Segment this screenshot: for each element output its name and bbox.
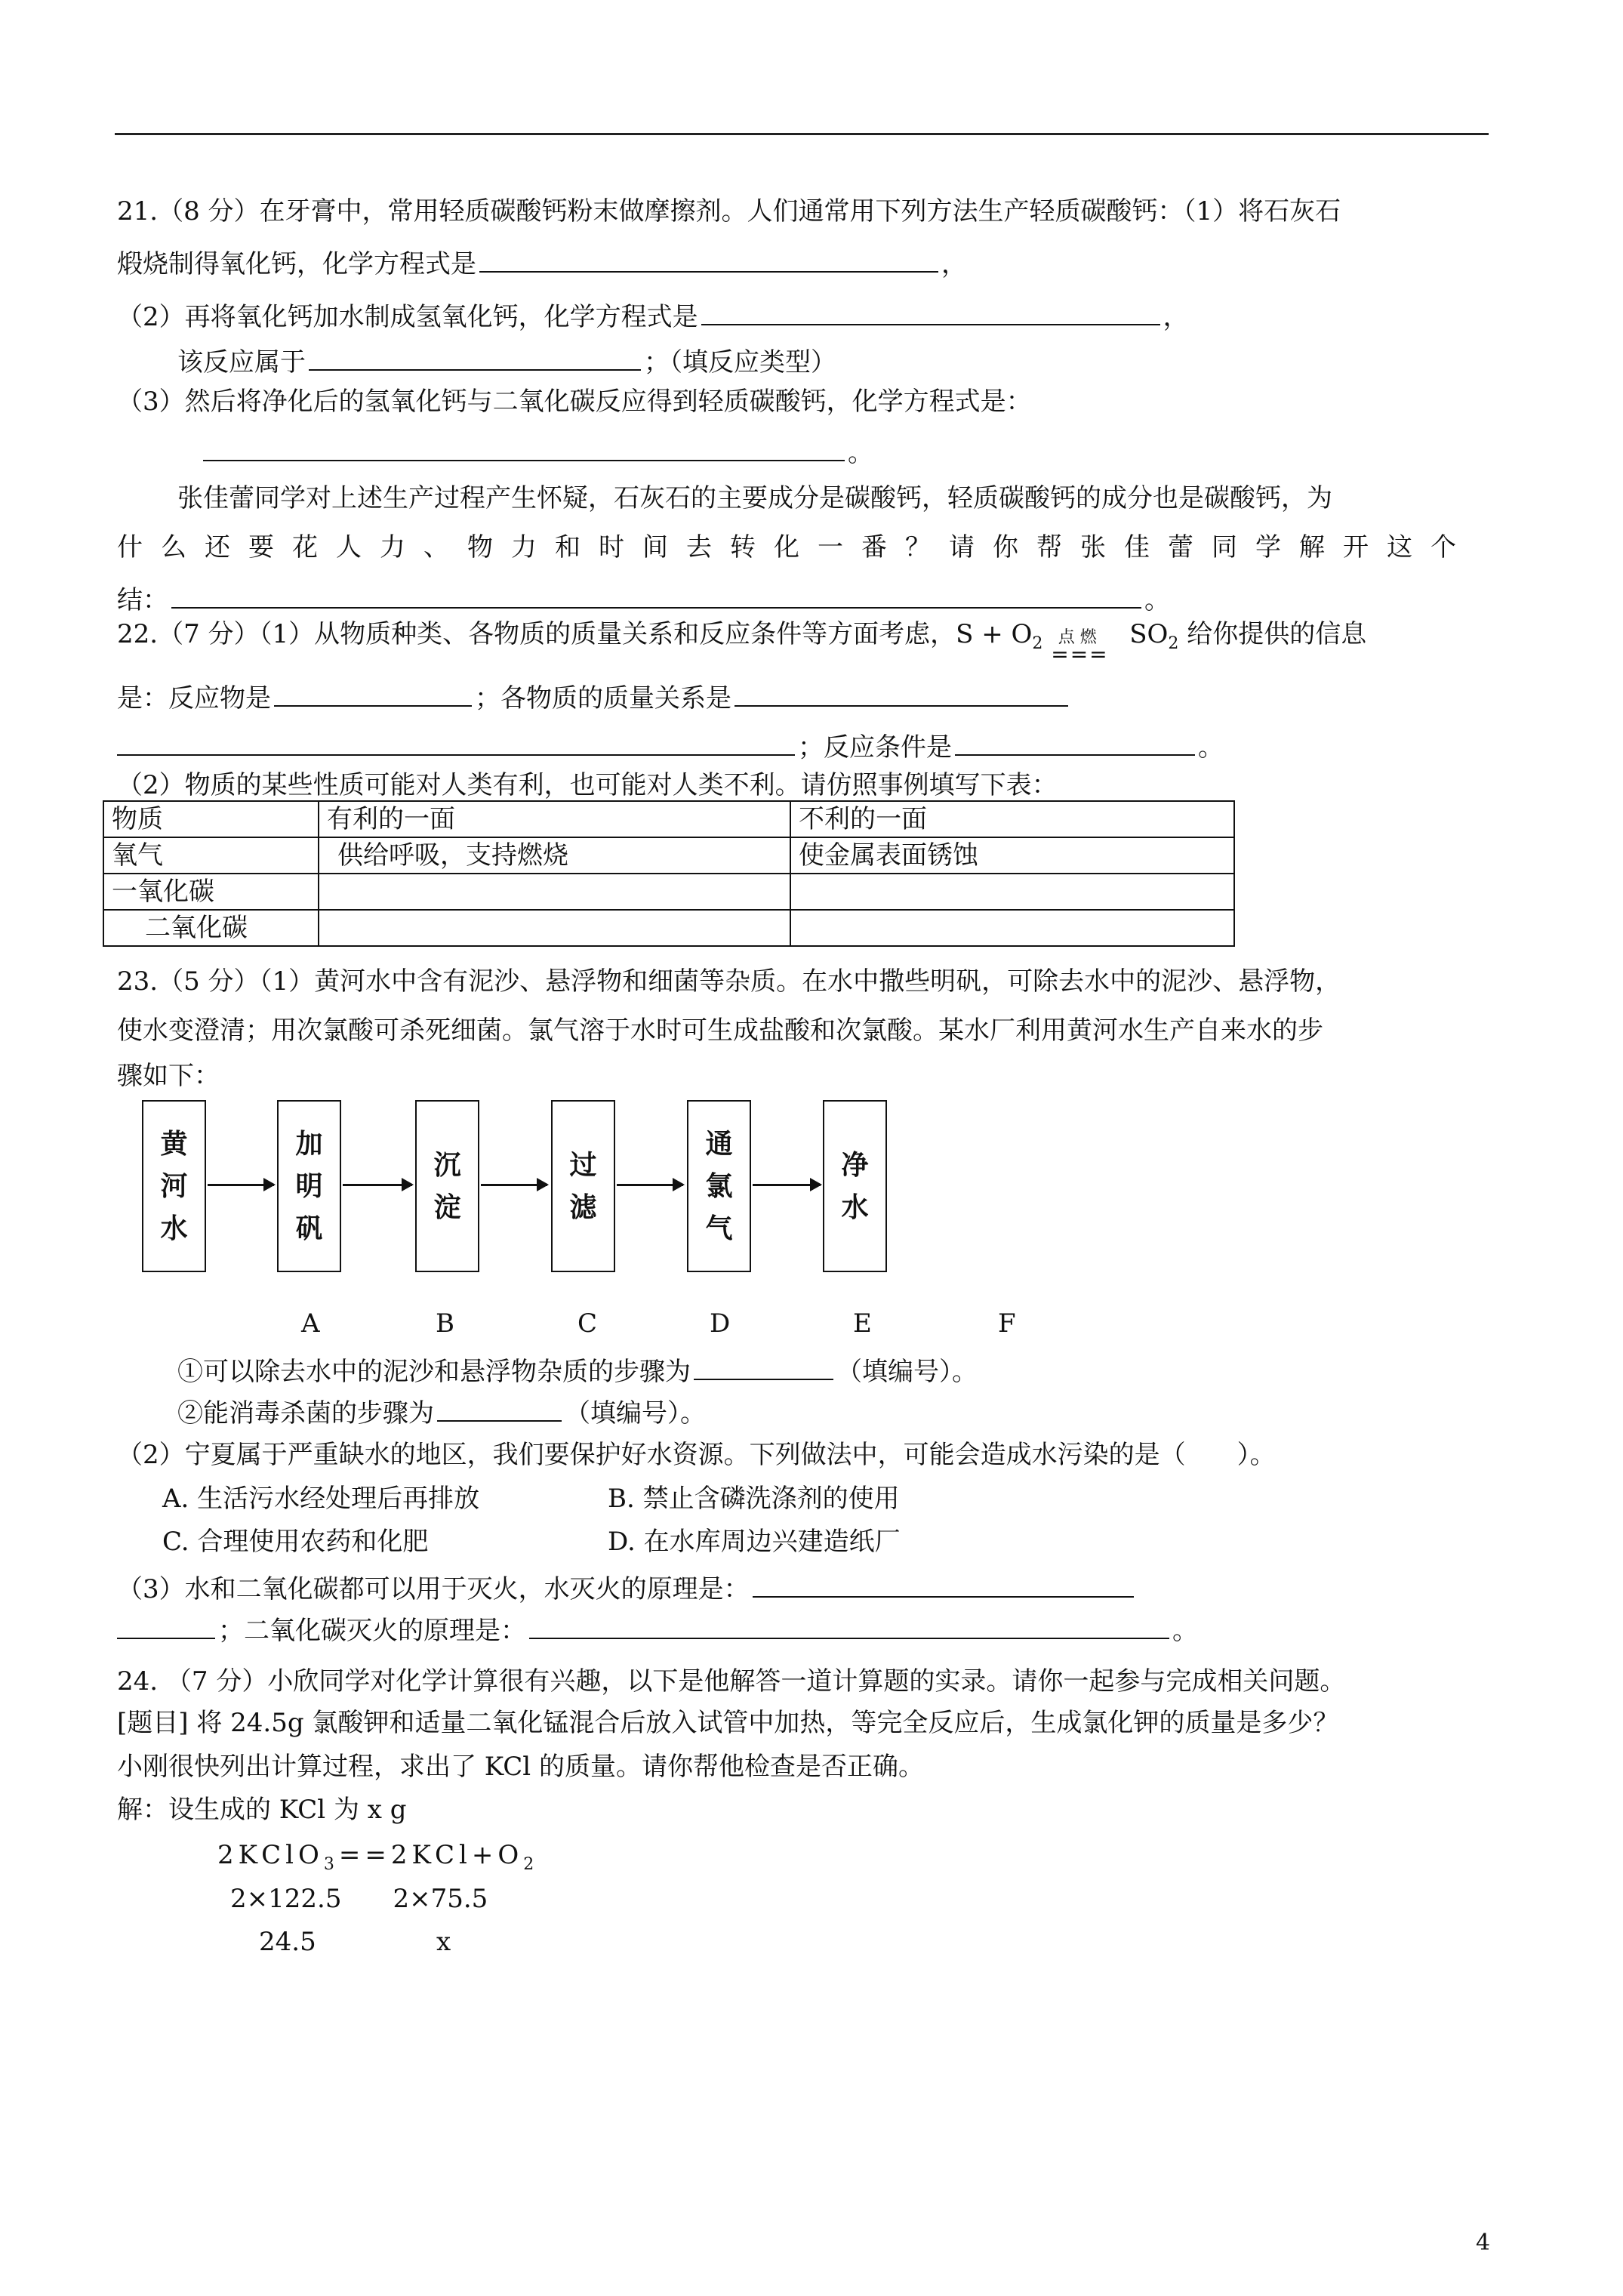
q24-line3: 小刚很快列出计算过程，求出了 KCl 的质量。请你帮他检查是否正确。 xyxy=(117,1752,924,1782)
q22-line3: ；反应条件是 。 xyxy=(117,727,1224,764)
answer-blank[interactable] xyxy=(274,678,472,707)
q23-part3: （3）水和二氧化碳都可以用于灭火，水灭火的原理是： xyxy=(117,1569,1137,1606)
table-cell-blank[interactable] xyxy=(790,910,1234,946)
table-header-cell: 物质 xyxy=(103,801,319,837)
flow-step-filtration: 过 滤 xyxy=(551,1100,615,1272)
answer-blank[interactable] xyxy=(701,297,1160,325)
table-cell: 一氧化碳 xyxy=(103,874,319,910)
flow-step-yellow-river-water: 黄 河 水 xyxy=(142,1100,206,1272)
answer-blank[interactable] xyxy=(479,244,938,273)
q22-line1: 22.（7 分）（1）从物质种类、各物质的质量关系和反应条件等方面考虑，$S + O_2$ 点 燃 === $SO_2$ 给你提供的信息 xyxy=(117,619,1367,667)
step-label: A xyxy=(301,1308,320,1339)
q24-line1: 24. （7 分）小欣同学对化学计算很有兴趣，以下是他解答一道计算题的实录。请你一起参与完成相关问题。 xyxy=(117,1666,1346,1697)
flow-step-chlorination: 通 氯 气 xyxy=(687,1100,751,1272)
q24-molar-masses: 2×122.5 2×75.5 xyxy=(230,1884,488,1914)
q24-line2: [题目] 将 24.5g 氯酸钾和适量二氧化锰混合后放入试管中加热，等完全反应后，生成氯化钾的质量是多少？ xyxy=(117,1708,1339,1738)
q23-part2: （2）宁夏属于严重缺水的地区，我们要保护好水资源。下列做法中，可能会造成水污染的是（ ）。 xyxy=(117,1440,1276,1470)
flow-step-add-alum: 加 明 矾 xyxy=(277,1100,341,1272)
header-rule xyxy=(115,133,1489,135)
answer-blank[interactable] xyxy=(309,342,641,371)
step-label: F xyxy=(998,1308,1016,1339)
table-header-cell: 有利的一面 xyxy=(319,801,790,837)
table-cell: 二氧化碳 xyxy=(103,910,319,946)
answer-blank[interactable] xyxy=(694,1351,833,1380)
flow-arrow xyxy=(343,1184,412,1186)
q21-line6: 。 xyxy=(200,433,873,470)
q23-part3b: ；二氧化碳灭火的原理是： 。 xyxy=(117,1610,1198,1647)
answer-blank[interactable] xyxy=(437,1393,562,1422)
table-cell-blank[interactable] xyxy=(319,874,790,910)
option-d: D. 在水库周边兴建造纸厂 xyxy=(608,1527,901,1557)
table-cell-blank[interactable] xyxy=(319,910,790,946)
flow-step-sedimentation: 沉 淀 xyxy=(415,1100,479,1272)
q21-line9: 结： 。 xyxy=(117,580,1170,617)
answer-blank[interactable] xyxy=(171,580,1141,609)
answer-blank[interactable] xyxy=(529,1610,1169,1639)
q21-line3: （2）再将氧化钙加水制成氢氧化钙，化学方程式是 ， xyxy=(117,297,1189,334)
q21-line5: （3）然后将净化后的氢氧化钙与二氧化碳反应得到轻质碳酸钙，化学方程式是： xyxy=(117,387,1032,417)
q21-line8: 什么还要花人力、物力和时间去转化一番？请你帮张佳蕾同学解开这个 xyxy=(117,532,1474,562)
flow-arrow xyxy=(617,1184,683,1186)
table-cell-blank[interactable] xyxy=(790,874,1234,910)
q23-sub2: ②能消毒杀菌的步骤为 （填编号）。 xyxy=(177,1393,706,1430)
answer-blank[interactable] xyxy=(117,727,795,756)
q21-line2: 煅烧制得氧化钙，化学方程式是 ， xyxy=(117,244,967,281)
q23-sub1: ①可以除去水中的泥沙和悬浮物杂质的步骤为 （填编号）。 xyxy=(177,1351,978,1388)
flow-arrow xyxy=(208,1184,274,1186)
q24-line4: 解：设生成的 KCl 为 x g xyxy=(117,1795,407,1825)
answer-blank[interactable] xyxy=(955,727,1195,756)
q21-line4: 该反应属于 ；（填反应类型） xyxy=(177,342,836,379)
answer-blank[interactable] xyxy=(735,678,1068,707)
q24-equation: $2KClO_3==2KCl+O_2$ xyxy=(217,1840,539,1874)
q21-line7: 张佳蕾同学对上述生产过程产生怀疑，石灰石的主要成分是碳酸钙，轻质碳酸钙的成分也是碳酸钙，为 xyxy=(177,483,1332,513)
q22-line4: （2）物质的某些性质可能对人类有利，也可能对人类不利。请仿照事例填写下表： xyxy=(117,770,1058,800)
q24-given-mass: 24.5 xyxy=(259,1927,316,1957)
flow-step-clean-water: 净 水 xyxy=(823,1100,887,1272)
table-header-cell: 不利的一面 xyxy=(790,801,1234,837)
table-row xyxy=(103,910,1234,946)
flow-arrow xyxy=(753,1184,821,1186)
table-cell: 供给呼吸，支持燃烧 xyxy=(319,837,790,874)
q23-line3: 骤如下： xyxy=(117,1061,220,1091)
q23-line1: 23.（5 分）（1）黄河水中含有泥沙、悬浮物和细菌等杂质。在水中撒些明矾，可除去水中的泥沙、悬浮物， xyxy=(117,966,1341,997)
step-label: C xyxy=(577,1308,598,1339)
option-b: B. 禁止含磷洗涤剂的使用 xyxy=(608,1484,900,1514)
table-header-row xyxy=(103,801,1234,837)
table-cell: 使金属表面锈蚀 xyxy=(790,837,1234,874)
flow-arrow xyxy=(481,1184,547,1186)
step-label: B xyxy=(436,1308,454,1339)
q23-line2: 使水变澄清；用次氯酸可杀死细菌。氯气溶于水时可生成盐酸和次氯酸。某水厂利用黄河水生产自来水的步 xyxy=(117,1015,1323,1046)
step-label: E xyxy=(853,1308,872,1339)
reaction-condition: 点 燃 === xyxy=(1051,627,1109,667)
q24-unknown: x xyxy=(436,1927,451,1957)
option-c: C. 合理使用农药和化肥 xyxy=(162,1527,429,1557)
properties-table xyxy=(103,800,1235,947)
answer-blank[interactable] xyxy=(753,1569,1134,1598)
table-row xyxy=(103,874,1234,910)
page-number: 4 xyxy=(1476,2230,1491,2256)
q22-line2: 是：反应物是 ；各物质的质量关系是 xyxy=(117,678,1071,715)
table-row xyxy=(103,837,1234,874)
q21-line1: 21.（8 分）在牙膏中，常用轻质碳酸钙粉末做摩擦剂。人们通常用下列方法生产轻质碳酸钙：（1）将石灰石 xyxy=(117,196,1341,227)
option-a: A. 生活污水经处理后再排放 xyxy=(162,1484,480,1514)
step-label: D xyxy=(710,1308,731,1339)
table-cell: 氧气 xyxy=(103,837,319,874)
answer-blank[interactable] xyxy=(117,1610,215,1639)
answer-blank[interactable] xyxy=(203,433,845,461)
